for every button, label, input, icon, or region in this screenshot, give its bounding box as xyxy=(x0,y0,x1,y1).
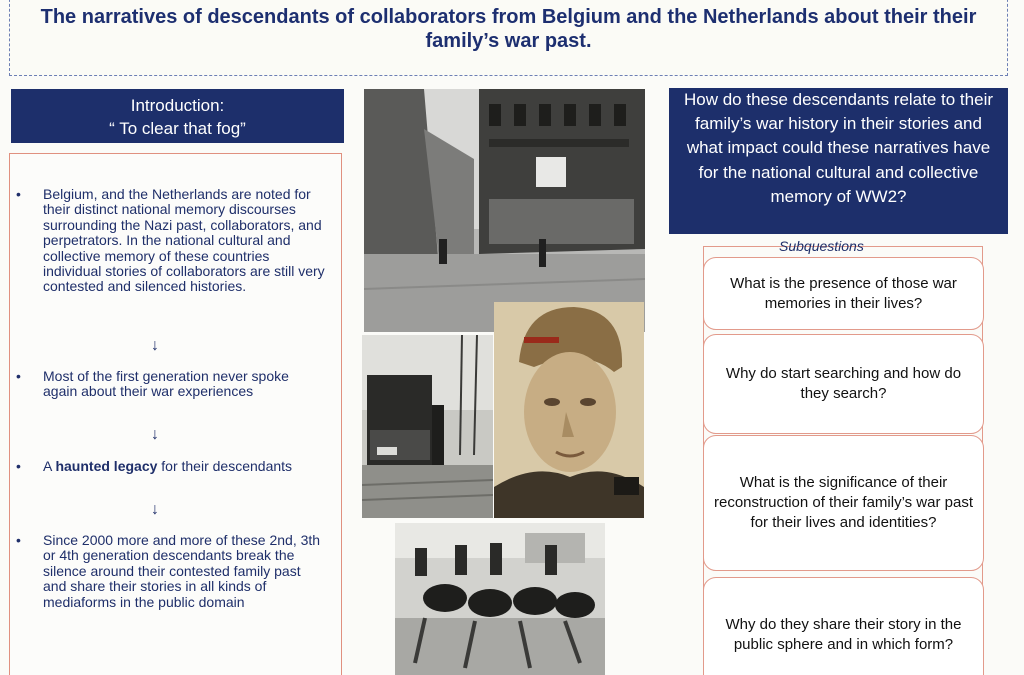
down-arrow-icon: ↓ xyxy=(151,501,159,518)
introduction-heading xyxy=(11,89,344,143)
subquestion-card xyxy=(703,257,984,330)
bullet-text: Belgium, and the Netherlands are noted for their distinct national memory discourses surrounding the Nazi past, collaborators, and perpetrators. In the national cultural and collective memory of these countries individual stories of collaborators are still very contested and silenced histories. xyxy=(43,186,325,295)
down-arrow-icon: ↓ xyxy=(151,337,159,354)
bullet-item xyxy=(16,533,326,610)
subquestions-label: Subquestions xyxy=(779,238,864,254)
introduction-box xyxy=(9,153,342,675)
soldiers-truck-photo xyxy=(362,335,493,518)
bullet-text xyxy=(43,459,326,474)
subquestion-text: What is the presence of those war memories in their lives? xyxy=(730,274,957,312)
bullet-dot: • xyxy=(16,458,21,474)
bullet-item xyxy=(16,369,326,400)
research-question-text: How do these descendants relate to their family’s war history in their stories and what impact could these narratives have for the national cultural and collective memory of WW2? xyxy=(683,90,994,206)
bullet-text-suffix: for their descendants xyxy=(157,458,293,474)
introduction-heading-line2: “ To clear that fog” xyxy=(109,119,246,138)
bullet-text: Since 2000 more and more of these 2nd, 3th or 4th generation descendants break the silence around their contested family past and share their stories in all kinds of mediaforms in the public domain xyxy=(43,532,321,610)
bullet-item xyxy=(16,187,326,295)
research-question-box xyxy=(669,88,1008,234)
bullet-dot: • xyxy=(16,368,21,384)
portrait-photo xyxy=(494,302,644,518)
subquestion-text: Why do they share their story in the public sphere and in which form? xyxy=(725,616,962,653)
runners-photo xyxy=(395,523,605,675)
subquestion-card xyxy=(703,334,984,434)
bullet-text-prefix: A xyxy=(43,458,56,474)
introduction-heading-line1: Introduction: xyxy=(130,96,225,115)
subquestion-text: What is the significance of their reconstruction of their family’s war past for their lives and identities? xyxy=(714,474,973,531)
subquestion-text: Why do start searching and how do they search? xyxy=(725,365,962,402)
down-arrow-icon: ↓ xyxy=(151,426,159,443)
poster-title: The narratives of descendants of collaborators from Belgium and the Netherlands about their their family’s war past. xyxy=(40,6,977,52)
street-scene-photo xyxy=(364,89,645,332)
bullet-dot: • xyxy=(16,532,21,548)
title-box xyxy=(9,0,1008,76)
subquestion-card xyxy=(703,577,984,675)
subquestion-card xyxy=(703,435,984,571)
bullet-text: Most of the first generation never spoke again about their war experiences xyxy=(43,368,289,400)
bullet-text-bold: haunted legacy xyxy=(55,458,158,474)
bullet-dot: • xyxy=(16,186,21,202)
bullet-item xyxy=(16,459,326,474)
